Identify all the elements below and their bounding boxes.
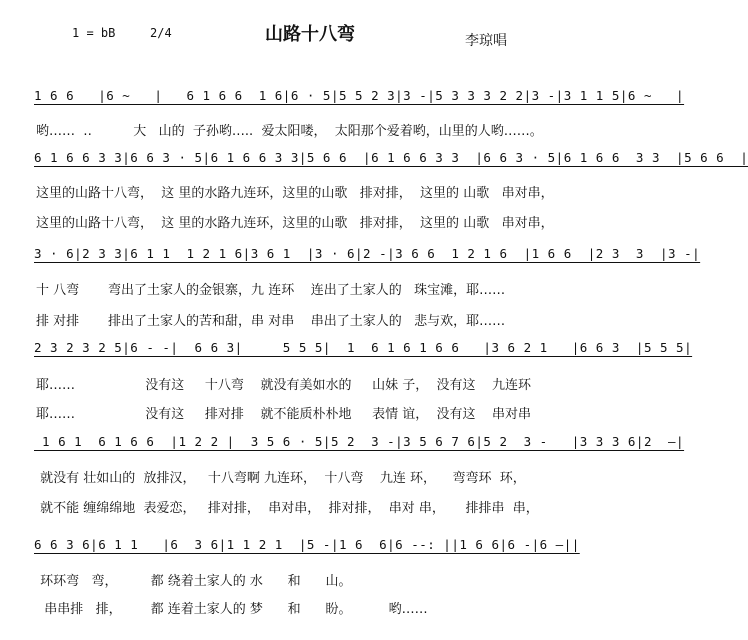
key-signature: 1 = bB: [72, 26, 116, 40]
notation-line: 1 6 6 |6 ~ | 6 1 6 6 1 6|6 · 5|5 5 2 3|3 -|5 3 3 3 2 2|3 -|3 1 1 5|6 ~ |: [34, 88, 685, 103]
lyric-line: 耶…… 没有这 排对排 就不能质朴朴地 表情 谊， 没有这 串对串: [36, 407, 532, 422]
lyric-line: 这里的山路十八弯， 这 里的水路九连环，这里的山歌 排对排， 这里的 山歌 串对串，: [36, 186, 554, 201]
time-signature: 2/4: [150, 26, 172, 40]
lyric-line: 串串排 排， 都 连着土家人的 梦 和 盼。 哟……: [36, 602, 428, 617]
lyric-line: 耶…… 没有这 十八弯 就没有美如水的 山妹 子， 没有这 九连环: [36, 378, 532, 393]
notation-line: 3 · 6|2 3 3|6 1 1 1 2 1 6|3 6 1 |3 · 6|2 -|3 6 6 1 2 1 6 |1 6 6 |2 3 3 |3 -|: [34, 246, 701, 261]
notation-line: 6 1 6 6 3 3|6 6 3 · 5|6 1 6 6 3 3|5 6 6 |6 1 6 6 3 3 |6 6 3 · 5|6 1 6 6 3 3 |5 6 6 |: [34, 150, 748, 165]
lyric-line: 就不能 缠绵绵地 表爱恋， 排对排， 串对串， 排对排， 串对 串， 排排串 串，: [36, 501, 539, 516]
lyric-line: 就没有 壮如山的 放排汉， 十八弯啊 九连环， 十八弯 九连 环， 弯弯环 环，: [36, 471, 526, 486]
notation-line: 2 3 2 3 2 5|6 - -| 6 6 3| 5 5 5| 1 6 1 6 1 6 6 |3 6 2 1 |6 6 3 |5 5 5|: [34, 340, 693, 355]
singer: 李琼唱: [465, 33, 507, 49]
lyric-line: 这里的山路十八弯， 这 里的水路九连环，这里的山歌 排对排， 这里的 山歌 串对串，: [36, 216, 554, 231]
lyric-line: 哟…… ‥ 大 山的 子孙哟….. 爱太阳喽， 太阳那个爱着哟，山里的人哟……。: [36, 124, 543, 139]
notation-line: 6 6 3 6|6 1 1 |6 3 6|1 1 2 1 |5 -|1 6 6|6 --: ||1 6 6|6 -|6 —||: [34, 537, 580, 552]
notation-line: 1 6 1 6 1 6 6 |1 2 2 | 3 5 6 · 5|5 2 3 -|3 5 6 7 6|5 2 3 - |3 3 3 6|2 —|: [34, 434, 685, 449]
lyric-line: 环环弯 弯， 都 绕着土家人的 水 和 山。: [36, 574, 352, 589]
song-title: 山路十八弯: [265, 24, 355, 45]
lyric-line: 排 对排 排出了土家人的苦和甜，串 对串 串出了土家人的 悲与欢，耶……: [36, 314, 506, 329]
lyric-line: 十 八弯 弯出了土家人的金银寨，九 连环 连出了土家人的 珠宝滩，耶……: [36, 283, 506, 298]
